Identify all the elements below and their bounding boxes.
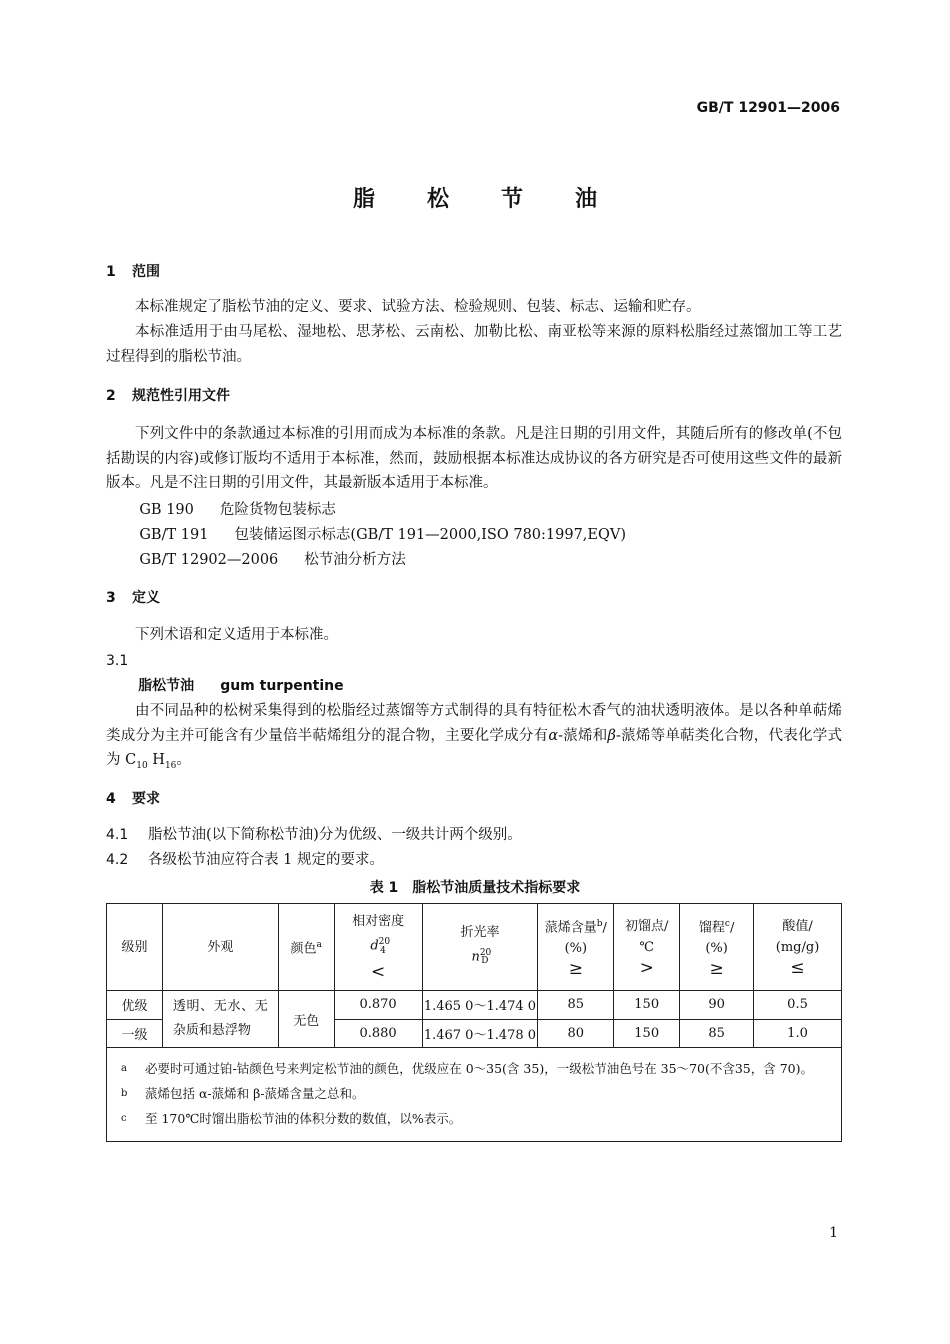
cell-density: 0.870 (334, 991, 422, 1020)
hydrogen-label: H (147, 752, 165, 768)
limit-operator: ≤ (790, 957, 805, 978)
header-unit: (mg/g) (775, 939, 820, 955)
header-distillation-range (680, 904, 754, 991)
document-title: 脂松节油 (352, 186, 649, 212)
cell-pinene: 80 (538, 1019, 614, 1048)
header-slash: / (602, 920, 607, 936)
header-initial-boiling-point (614, 904, 680, 991)
table-row (107, 991, 842, 1020)
reference-item (106, 548, 875, 573)
header-unit: ℃ (639, 939, 654, 955)
reference-title: 松节油分析方法 (304, 552, 406, 568)
footnote-mark: b (596, 918, 603, 929)
header-label: 酸值/ (782, 918, 813, 934)
section-title: 定义 (132, 590, 160, 606)
header-label: 初馏点/ (625, 918, 669, 934)
cell-acid-value: 1.0 (754, 1019, 842, 1048)
cell-appearance: 透明、无水、无杂质和悬浮物 (162, 991, 278, 1048)
term-entry (106, 674, 874, 699)
cell-distillation-range: 90 (680, 991, 754, 1020)
note-mark: a (121, 1063, 127, 1074)
note-text: 至 170℃时馏出脂松节油的体积分数的数值，以%表示。 (145, 1111, 462, 1126)
term-definition (106, 699, 842, 778)
note-mark: b (121, 1088, 128, 1099)
table-note (121, 1058, 831, 1079)
cell-distillation-range: 85 (680, 1019, 754, 1048)
section-2-para-1: 下列文件中的条款通过本标准的引用而成为本标准的条款。凡是注日期的引用文件，其随后所有的修改单(不包括勘误的内容)或修订版均不适用于本标准，然而，鼓励根据本标准达成协议的各方研究是否可使用这些文件的最新版本。凡是不注日期的引用文件，其最新版本适用于本标准。 (106, 426, 842, 491)
header-unit: (%) (705, 941, 728, 957)
section-3-heading (106, 586, 842, 611)
page-number: 1 (829, 1225, 838, 1241)
cell-color: 无色 (278, 991, 334, 1048)
table-caption: 表 1 脂松节油质量技术指标要求 (369, 880, 581, 896)
header-density (334, 904, 422, 991)
header-label: 折光率 (460, 924, 500, 940)
table-note (121, 1108, 831, 1129)
header-slash: / (729, 920, 735, 936)
section-title: 要求 (132, 791, 160, 807)
reference-title: 危险货物包装标志 (219, 502, 336, 518)
note-mark: c (121, 1113, 127, 1124)
reference-code: GB/T 12902—2006 (139, 552, 279, 568)
reference-title: 包装储运图示标志(GB/T 191—2000,ISO 780:1997,EQV) (234, 527, 627, 543)
reference-code: GB 190 (139, 502, 194, 518)
cell-initial-boiling-point: 150 (614, 991, 680, 1020)
reference-item (106, 523, 875, 548)
header-label: 蒎烯含量 (544, 920, 597, 936)
cell-density: 0.880 (334, 1019, 422, 1048)
clause-number: 4.2 (106, 852, 129, 868)
definition-text: -蒎烯等单萜类化合物，代表化学式为 C (106, 727, 843, 768)
cell-acid-value: 0.5 (754, 991, 842, 1020)
section-number: 1 (106, 264, 116, 280)
limit-operator: > (639, 957, 654, 978)
alpha-symbol: α (548, 727, 559, 744)
beta-symbol: β (607, 727, 616, 744)
symbol-sup: 20 (479, 947, 492, 958)
header-color (278, 904, 334, 991)
table-notes (107, 1048, 842, 1142)
table-notes-row (107, 1048, 842, 1142)
note-text: 必要时可通过铂-钴颜色号来判定松节油的颜色，优级应在 0～35(含 35)，一级松节油色号在 35～70(不含35，含 70)。 (145, 1061, 814, 1076)
clause-number: 4.1 (106, 827, 129, 843)
cell-pinene: 85 (538, 991, 614, 1020)
header-grade: 级别 (107, 904, 163, 991)
header-appearance: 外观 (162, 904, 278, 991)
header-unit: (%) (564, 941, 588, 957)
requirements-table (106, 903, 842, 1142)
header-acid-value (754, 904, 842, 991)
note-text: 蒎烯包括 α-蒎烯和 β-蒎烯含量之总和。 (145, 1086, 365, 1101)
refractive-symbol (423, 943, 538, 973)
footnote-mark: a (316, 939, 322, 950)
cell-refractive-index: 1.467 0～1.478 0 (422, 1019, 538, 1048)
section-1-heading (106, 260, 842, 285)
header-label: 馏程 (698, 920, 725, 936)
symbol-sub: D (481, 956, 489, 967)
section-title: 范围 (132, 264, 160, 280)
clause-4-1 (106, 823, 842, 848)
clause-text: 脂松节油(以下简称松节油)分为优级、一级共计两个级别。 (148, 827, 522, 843)
reference-item (106, 498, 875, 523)
limit-operator: ≥ (568, 959, 583, 980)
subsection-number: 3.1 (106, 653, 129, 669)
footnote-mark: c (724, 918, 730, 929)
section-number: 2 (106, 388, 116, 404)
section-1-para-1: 本标准规定了脂松节油的定义、要求、试验方法、检验规则、包装、标志、运输和贮存。 (135, 299, 701, 315)
section-number: 3 (106, 590, 116, 606)
term-english: gum turpentine (220, 678, 344, 694)
symbol-sub: 4 (380, 945, 386, 956)
table-header-row (107, 904, 842, 991)
definition-text: -蒎烯和 (558, 727, 608, 744)
reference-code: GB/T 191 (139, 527, 209, 543)
header-label: 颜色 (290, 941, 317, 957)
clause-text: 各级松节油应符合表 1 规定的要求。 (148, 852, 384, 868)
carbon-subscript: 10 (136, 760, 148, 771)
limit-operator: ≥ (709, 959, 724, 980)
standard-number: GB/T 12901—2006 (696, 100, 840, 116)
definition-text: 。 (176, 752, 191, 768)
cell-initial-boiling-point: 150 (614, 1019, 680, 1048)
section-3-para-1: 下列术语和定义适用于本标准。 (135, 627, 338, 643)
header-refractive-index (422, 904, 538, 991)
symbol: d (370, 938, 379, 954)
section-number: 4 (106, 791, 116, 807)
cell-grade: 一级 (107, 1019, 163, 1048)
hydrogen-subscript: 16 (164, 760, 177, 771)
definition-text: 由不同品种的松树采集得到的松脂经过蒸馏等方式制得的具有特征松木香气的油状透明液体。是以各种单萜烯类成分为主并可能含有少量倍半萜烯组分的混合物，主要化学成分有 (106, 703, 842, 744)
density-symbol (335, 932, 422, 962)
cell-grade: 优级 (107, 991, 163, 1020)
cell-refractive-index: 1.465 0～1.474 0 (422, 991, 538, 1020)
symbol: n (471, 948, 480, 964)
limit-operator: < (370, 961, 386, 982)
clause-4-2 (106, 848, 842, 873)
section-title: 规范性引用文件 (132, 388, 230, 404)
section-1-para-2: 本标准适用于由马尾松、湿地松、思茅松、云南松、加勒比松、南亚松等来源的原料松脂经过蒸馏加工等工艺过程得到的脂松节油。 (106, 324, 842, 365)
section-4-heading (106, 787, 842, 812)
header-label: 相对密度 (352, 914, 405, 930)
table-note (121, 1083, 831, 1104)
section-2-heading (106, 384, 842, 409)
symbol-sup: 20 (378, 937, 391, 948)
header-pinene (538, 904, 614, 991)
term-chinese: 脂松节油 (138, 678, 195, 694)
